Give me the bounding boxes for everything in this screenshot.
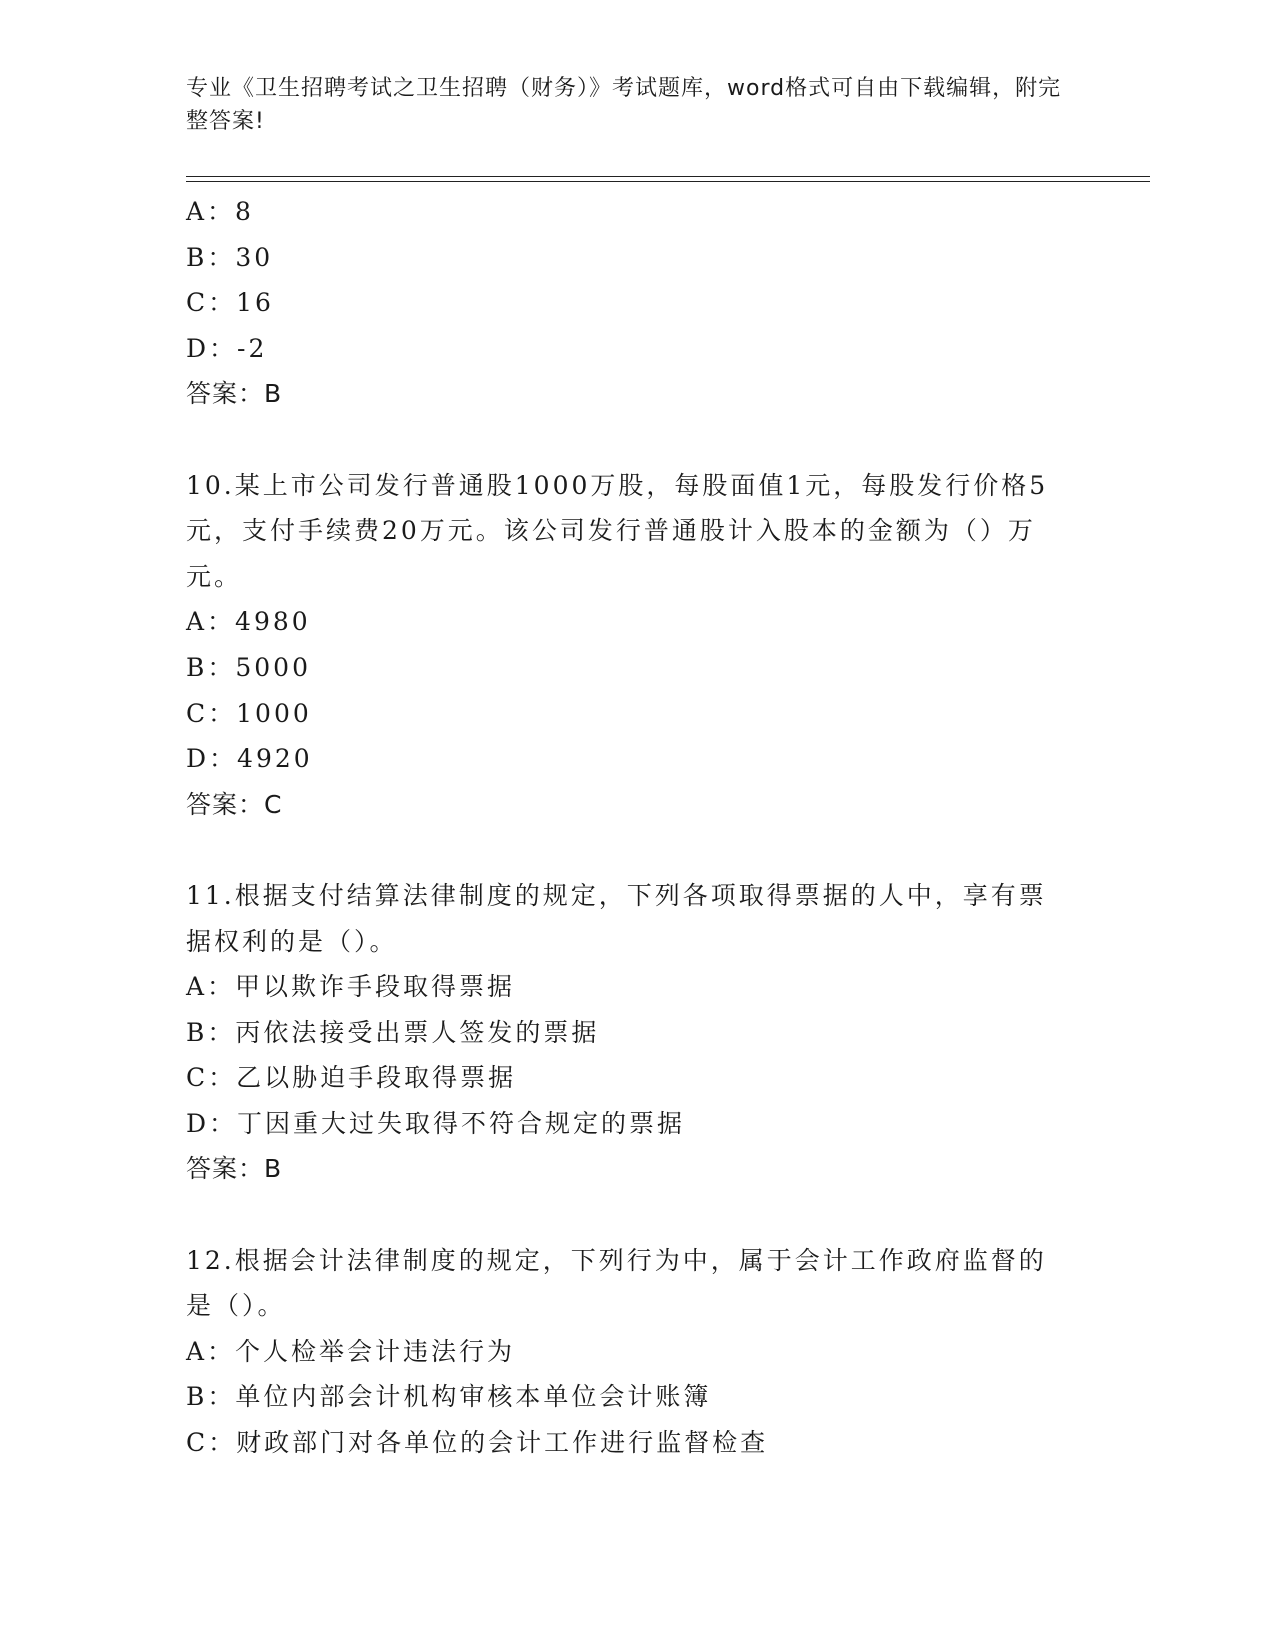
option-d: D：4920 xyxy=(186,744,313,774)
question-text: 10.某上市公司发行普通股1000万股，每股面值1元，每股发行价格5元，支付手续费20万元。该公司发行普通股计入股本的金额为（）万元。 xyxy=(186,470,1049,591)
question-block xyxy=(186,873,1086,1192)
option-c: C：16 xyxy=(186,288,274,318)
question-list xyxy=(186,189,1086,1466)
option-b: B：单位内部会计机构审核本单位会计账簿 xyxy=(186,1382,712,1412)
option-c: C：财政部门对各单位的会计工作进行监督检查 xyxy=(186,1428,769,1458)
option-c: C：1000 xyxy=(186,698,312,728)
block-spacer xyxy=(186,1192,1086,1238)
option-d: D：-2 xyxy=(186,333,268,363)
question-block xyxy=(186,1238,1086,1466)
answer-line: 答案：B xyxy=(186,1154,283,1184)
question-block xyxy=(186,463,1086,828)
option-a: A：甲以欺诈手段取得票据 xyxy=(186,972,516,1002)
option-c: C：乙以胁迫手段取得票据 xyxy=(186,1063,517,1093)
option-b: B：5000 xyxy=(186,652,311,682)
header-divider-bottom xyxy=(186,181,1150,182)
block-spacer xyxy=(186,417,1086,463)
option-a: A：4980 xyxy=(186,607,311,637)
question-text: 12.根据会计法律制度的规定，下列行为中，属于会计工作政府监督的是（）。 xyxy=(186,1245,1047,1321)
answer-line: 答案：C xyxy=(186,789,283,819)
option-a: A：8 xyxy=(186,197,254,226)
option-b: B：丙依法接受出票人签发的票据 xyxy=(186,1017,600,1047)
block-spacer xyxy=(186,827,1086,873)
option-a: A：个人检举会计违法行为 xyxy=(186,1336,516,1366)
document-header: 专业《卫生招聘考试之卫生招聘（财务）》考试题库，word格式可自由下载编辑，附完整答案! xyxy=(186,76,1062,134)
header-divider-top xyxy=(186,176,1150,177)
option-d: D：丁因重大过失取得不符合规定的票据 xyxy=(186,1108,686,1138)
question-text: 11.根据支付结算法律制度的规定，下列各项取得票据的人中，享有票据权利的是（）。 xyxy=(186,880,1047,956)
question-block xyxy=(186,189,1086,417)
answer-line: 答案：B xyxy=(186,379,283,409)
option-b: B：30 xyxy=(186,242,274,272)
